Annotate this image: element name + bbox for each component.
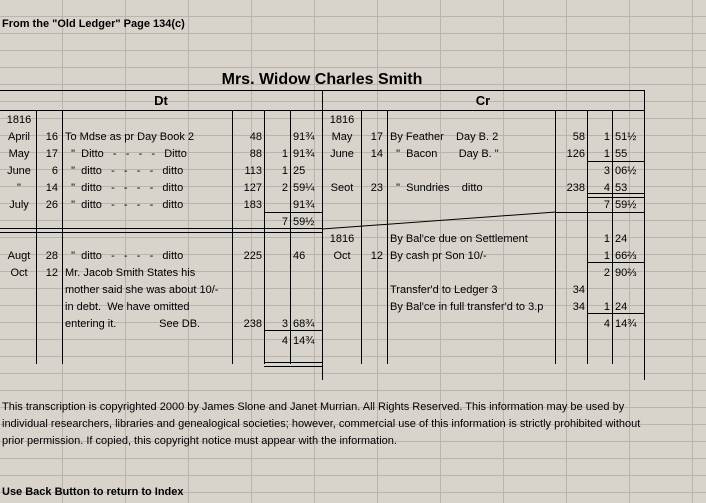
credit-shillings: 51½ [615,131,637,143]
credit-pounds: 7 [603,199,610,211]
credit-description: " Sundries ditto [390,182,483,194]
credit-day: 12 [370,250,383,262]
debit-pounds: 1 [281,165,288,177]
debit-page: 127 [243,182,262,194]
debit-description: " ditto - - - - ditto [65,165,184,177]
debit-month: July [9,199,29,211]
debit-day: 6 [51,165,58,177]
credit-month: May [331,131,353,143]
debit-description: Mr. Jacob Smith States his [65,267,196,279]
debit-pounds: 1 [281,148,288,160]
credit-description: " Bacon Day B. " [390,148,499,160]
credit-column-header: Cr [475,93,491,108]
debit-description: " ditto - - - - ditto [65,182,184,194]
debit-month: Oct [10,267,28,279]
debit-pounds: 3 [281,318,288,330]
debit-page: 238 [243,318,262,330]
debit-shillings: 59½ [293,216,315,228]
credit-page: 126 [566,148,585,160]
credit-pounds: 1 [603,233,610,245]
credit-page: 238 [566,182,585,194]
debit-pounds: 2 [281,182,288,194]
debit-month: May [8,148,30,160]
credit-pounds: 4 [603,182,610,194]
credit-month: 1816 [329,233,355,245]
credit-shillings: 24 [615,233,628,245]
debit-shillings: 91¾ [293,199,315,211]
debit-day: 16 [45,131,58,143]
credit-shillings: 55 [615,148,628,160]
credit-pounds: 4 [603,318,610,330]
debit-page: 225 [243,250,262,262]
debit-page: 88 [249,148,262,160]
credit-page: 34 [572,301,585,313]
credit-shillings: 90⅔ [615,267,637,279]
debit-pounds: 4 [281,335,288,347]
credit-day: 17 [370,131,383,143]
credit-shillings: 14¾ [615,318,637,330]
debit-day: 28 [45,250,58,262]
credit-day: 23 [370,182,383,194]
credit-shillings: 66⅔ [615,250,637,262]
credit-pounds: 1 [603,148,610,160]
credit-day: 14 [370,148,383,160]
credit-shillings: 59½ [615,199,637,211]
debit-day: 14 [45,182,58,194]
credit-month: 1816 [329,114,355,126]
credit-description: By Bal'ce in full transfer'd to 3.p [390,301,544,313]
debit-description: To Mdse as pr Day Book 2 [65,131,195,143]
credit-description: By cash pr Son 10/- [390,250,487,262]
credit-description: By Feather Day B. 2 [390,131,499,143]
credit-description: Transfer'd to Ledger 3 [390,284,498,296]
credit-page: 34 [572,284,585,296]
debit-day: 12 [45,267,58,279]
debit-shillings: 46 [293,250,306,262]
debit-month: 1816 [6,114,32,126]
debit-day: 17 [45,148,58,160]
credit-description: By Bal'ce due on Settlement [390,233,528,245]
debit-month: " [17,182,21,194]
debit-shillings: 68¾ [293,318,315,330]
credit-shillings: 24 [615,301,628,313]
credit-pounds: 3 [603,165,610,177]
credit-page: 58 [572,131,585,143]
credit-pounds: 1 [603,131,610,143]
debit-month: Augt [7,250,31,262]
debit-description: entering it. See DB. [65,318,201,330]
debit-description: mother said she was about 10/- [65,284,219,296]
debit-shillings: 25 [293,165,306,177]
back-link-text: Use Back Button to return to Index [2,486,184,498]
page-title: Mrs. Widow Charles Smith [221,71,423,88]
debit-month: April [7,131,30,143]
credit-pounds: 2 [603,267,610,279]
debit-page: 113 [244,165,262,177]
debit-pounds: 7 [281,216,288,228]
debit-description: " ditto - - - - ditto [65,199,184,211]
debit-shillings: 91¾ [293,131,315,143]
debit-description: " Ditto - - - - Ditto [65,148,187,160]
debit-description: in debt. We have omitted [65,301,190,313]
debit-shillings: 14¾ [293,335,315,347]
source-header: From the "Old Ledger" Page 134(c) [2,18,185,30]
credit-pounds: 1 [603,250,610,262]
debit-shillings: 59¼ [293,182,315,194]
credit-pounds: 1 [603,301,610,313]
debit-description: " ditto - - - - ditto [65,250,184,262]
credit-shillings: 53 [615,182,628,194]
credit-month: June [330,148,354,160]
debit-day: 26 [45,199,58,211]
credit-shillings: 06½ [615,165,637,177]
debit-shillings: 91¾ [293,148,315,160]
credit-month: Seot [330,182,354,194]
copyright-notice: This transcription is copyrighted 2000 by James Slone and Janet Murrian. All Rights Reserved. This information may be used by individual researchers, libraries and genealogical societies; however, commercial use of this information is strictly prohibited without prior permission. If copied, this copyright notice must appear with the information. [2,401,641,447]
debit-page: 48 [249,131,262,143]
debit-column-header: Dt [154,93,168,108]
debit-page: 183 [243,199,262,211]
debit-month: June [7,165,31,177]
credit-month: Oct [333,250,351,262]
